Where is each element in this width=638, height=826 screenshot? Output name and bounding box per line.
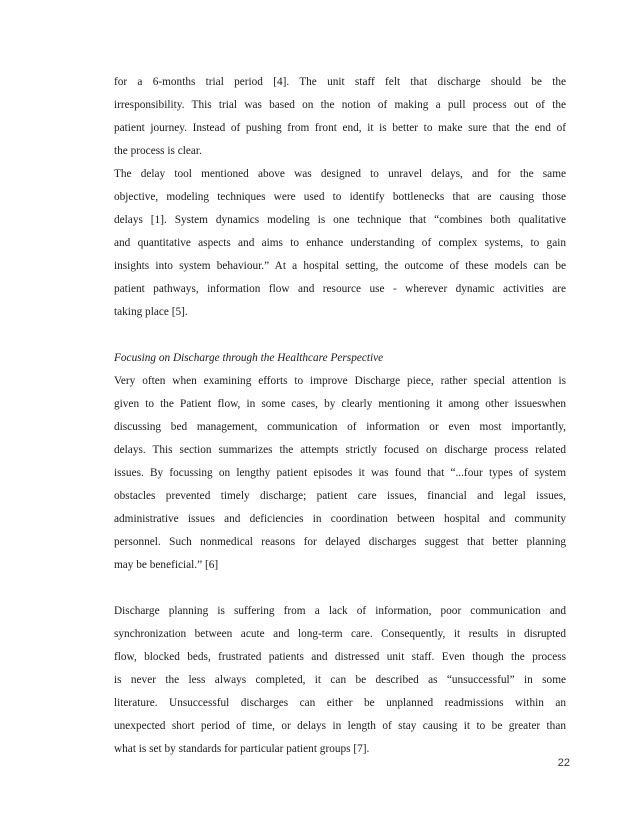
paragraph-delay-tool bbox=[114, 163, 566, 324]
text-line: personnel. Such nonmedical reasons for delayed discharges suggest that better planning bbox=[114, 536, 566, 548]
paragraph-discharge-focus bbox=[114, 370, 566, 577]
text-line: administrative issues and deficiencies in coordination between hospital and community bbox=[114, 513, 566, 525]
paragraph-spacer bbox=[114, 324, 566, 347]
paragraph-spacer bbox=[114, 577, 566, 600]
text-line: given to the Patient flow, in some cases, by clearly mentioning it among other issueswhen bbox=[114, 398, 566, 410]
text-line: what is set by standards for particular patient groups [7]. bbox=[114, 743, 370, 755]
text-line: and quantitative aspects and aims to enhance understanding of complex systems, to gain bbox=[114, 237, 566, 249]
document-body bbox=[114, 71, 566, 761]
text-line: flow, blocked beds, frustrated patients and distressed unit staff. Even though the process bbox=[114, 651, 566, 663]
text-line: delays. This section summarizes the attempts strictly focused on discharge process related bbox=[114, 444, 566, 456]
text-line: may be beneficial.” [6] bbox=[114, 559, 219, 571]
section-heading: Focusing on Discharge through the Healthcare Perspective bbox=[114, 352, 384, 364]
text-line: irresponsibility. This trial was based on the notion of making a pull process out of the bbox=[114, 99, 566, 111]
text-line: for a 6-months trial period [4]. The unit staff felt that discharge should be the bbox=[114, 76, 566, 88]
text-line: discussing bed management, communication of information or even most importantly, bbox=[114, 421, 566, 433]
text-line: Very often when examining efforts to improve Discharge piece, rather special attention is bbox=[114, 375, 566, 387]
text-line: patient journey. Instead of pushing from front end, it is better to make sure that the end of bbox=[114, 122, 566, 134]
page-number: 22 bbox=[557, 757, 570, 769]
text-line: The delay tool mentioned above was designed to unravel delays, and for the same bbox=[114, 168, 566, 180]
text-line: obstacles prevented timely discharge; patient care issues, financial and legal issues, bbox=[114, 490, 566, 502]
text-line: delays [1]. System dynamics modeling is one technique that “combines both qualitative bbox=[114, 214, 566, 226]
text-line: literature. Unsuccessful discharges can either be unplanned readmissions within an bbox=[114, 697, 566, 709]
paragraph-trial-period bbox=[114, 71, 566, 163]
text-line: the process is clear. bbox=[114, 145, 202, 157]
text-line: objective, modeling techniques were used to identify bottlenecks that are causing those bbox=[114, 191, 566, 203]
text-line: insights into system behaviour.” At a hospital setting, the outcome of these models can be bbox=[114, 260, 566, 272]
text-line: unexpected short period of time, or delays in length of stay causing it to be greater than bbox=[114, 720, 566, 732]
text-line: patient pathways, information flow and resource use - wherever dynamic activities are bbox=[114, 283, 566, 295]
text-line: synchronization between acute and long-term care. Consequently, it results in disrupted bbox=[114, 628, 566, 640]
text-line: issues. By focussing on lengthy patient episodes it was found that “...four types of system bbox=[114, 467, 566, 479]
text-line: is never the less always completed, it can be described as “unsuccessful” in some bbox=[114, 674, 566, 686]
text-line: Discharge planning is suffering from a lack of information, poor communication and bbox=[114, 605, 566, 617]
text-line: taking place [5]. bbox=[114, 306, 188, 318]
paragraph-discharge-planning bbox=[114, 600, 566, 761]
